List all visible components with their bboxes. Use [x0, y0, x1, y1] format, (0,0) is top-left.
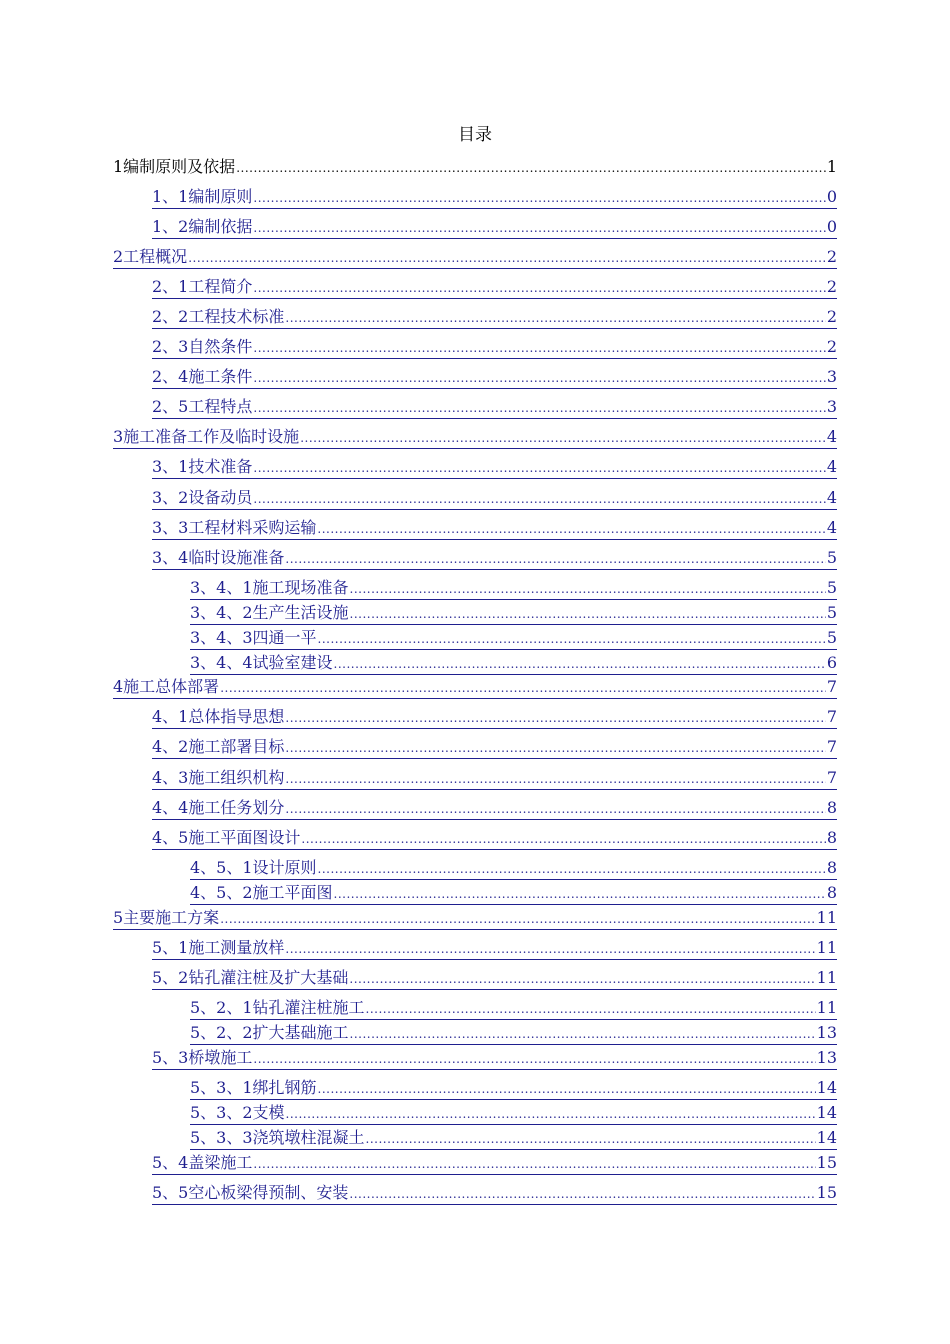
toc-entry[interactable]	[190, 578, 837, 600]
toc-dot-leader	[253, 461, 825, 478]
toc-dot-leader	[318, 632, 826, 649]
toc-dot-leader	[285, 802, 825, 819]
toc-dot-leader	[334, 887, 826, 904]
toc-entry[interactable]	[190, 628, 837, 650]
toc-page-number: 0	[826, 217, 837, 236]
toc-entry[interactable]	[152, 307, 837, 329]
toc-dot-leader	[253, 281, 825, 298]
toc-entry[interactable]	[190, 1128, 837, 1150]
toc-entry[interactable]	[152, 768, 837, 790]
toc-dot-leader	[334, 657, 826, 674]
toc-page-number: 8	[826, 828, 837, 847]
toc-entry[interactable]	[152, 488, 837, 510]
toc-page-number: 11	[816, 968, 837, 987]
toc-entry[interactable]	[113, 908, 837, 930]
toc-entry-text: 5、4盖梁施工	[152, 1153, 253, 1172]
toc-entry[interactable]	[113, 247, 837, 269]
toc-entry-text: 2、2工程技术标准	[152, 307, 285, 326]
toc-entry-text: 2、4施工条件	[152, 367, 253, 386]
toc-entry-text: 2、5工程特点	[152, 397, 253, 416]
toc-dot-leader	[301, 832, 825, 849]
toc-entry-text: 4、2施工部署目标	[152, 737, 285, 756]
toc-entry-text: 5、3桥墩施工	[152, 1048, 253, 1067]
toc-dot-leader	[220, 681, 826, 698]
toc-entry[interactable]	[190, 883, 837, 905]
toc-dot-leader	[253, 191, 825, 208]
toc-page-number: 5	[826, 548, 837, 567]
toc-entry-text: 3、4、4试验室建设	[190, 653, 333, 672]
toc-dot-leader	[317, 522, 825, 539]
toc-entry-text: 3施工准备工作及临时设施	[113, 427, 300, 446]
toc-entry[interactable]	[152, 217, 837, 239]
toc-entry[interactable]	[152, 518, 837, 540]
toc-entry[interactable]	[152, 397, 837, 419]
toc-dot-leader	[285, 741, 825, 758]
toc-dot-leader	[236, 161, 826, 178]
toc-dot-leader	[285, 942, 815, 959]
toc-entry[interactable]	[190, 653, 837, 675]
toc-entry[interactable]	[152, 337, 837, 359]
toc-entry-text: 5、5空心板梁得预制、安装	[152, 1183, 349, 1202]
toc-entry-text: 3、1技术准备	[152, 457, 253, 476]
toc-entry-text: 3、3工程材料采购运输	[152, 518, 317, 537]
toc-dot-leader	[350, 1027, 816, 1044]
toc-entry-text: 1编制原则及依据	[113, 157, 236, 176]
toc-dot-leader	[253, 341, 825, 358]
toc-page-number: 2	[826, 307, 837, 326]
toc-page-number: 14	[816, 1128, 837, 1147]
toc-page-number: 11	[816, 938, 837, 957]
toc-entry[interactable]	[152, 798, 837, 820]
toc-entry-text: 4施工总体部署	[113, 677, 220, 696]
toc-page-number: 7	[826, 707, 837, 726]
toc-page-number: 1	[826, 157, 837, 176]
toc-entry-text: 2工程概况	[113, 247, 188, 266]
toc-entry[interactable]	[152, 828, 837, 850]
toc-dot-leader	[285, 772, 825, 789]
toc-entry[interactable]	[113, 677, 837, 699]
toc-page-number: 3	[826, 367, 837, 386]
toc-dot-leader	[220, 912, 815, 929]
toc-page-number: 13	[816, 1023, 837, 1042]
toc-entry-text: 5、3、3浇筑墩柱混凝土	[190, 1128, 365, 1147]
toc-page-number: 5	[826, 603, 837, 622]
toc-entry[interactable]	[152, 277, 837, 299]
toc-entry-text: 1、1编制原则	[152, 187, 253, 206]
toc-dot-leader	[286, 1107, 816, 1124]
toc-entry-text: 3、4、1施工现场准备	[190, 578, 349, 597]
toc-entry[interactable]	[152, 1153, 837, 1175]
toc-page-number: 15	[816, 1153, 837, 1172]
toc-dot-leader	[350, 607, 826, 624]
toc-entry-text: 5、3、2支模	[190, 1103, 285, 1122]
toc-page-number: 2	[826, 277, 837, 296]
toc-entry[interactable]	[152, 707, 837, 729]
toc-dot-leader	[349, 972, 815, 989]
toc-entry[interactable]	[190, 603, 837, 625]
toc-entry-text: 3、2设备动员	[152, 488, 253, 507]
toc-entry-text: 5、2、1钻孔灌注桩施工	[190, 998, 365, 1017]
toc-entry-text: 4、5、1设计原则	[190, 858, 317, 877]
toc-entry-text: 2、1工程简介	[152, 277, 253, 296]
toc-page-number: 15	[816, 1183, 837, 1202]
toc-page-number: 14	[816, 1103, 837, 1122]
toc-entry-text: 1、2编制依据	[152, 217, 253, 236]
toc-dot-leader	[318, 1082, 816, 1099]
toc-page-number: 2	[826, 337, 837, 356]
toc-dot-leader	[350, 582, 826, 599]
toc-dot-leader	[188, 251, 826, 268]
toc-entry-text: 4、3施工组织机构	[152, 768, 285, 787]
toc-page-number: 4	[826, 518, 837, 537]
toc-entry-text: 4、1总体指导思想	[152, 707, 285, 726]
toc-entry[interactable]	[190, 1103, 837, 1125]
toc-page-number: 4	[826, 457, 837, 476]
toc-page-number: 7	[826, 677, 837, 696]
toc-dot-leader	[366, 1002, 816, 1019]
toc-page-number: 3	[826, 397, 837, 416]
toc-page-number: 14	[816, 1078, 837, 1097]
toc-dot-leader	[300, 431, 826, 448]
toc-entry[interactable]	[152, 367, 837, 389]
toc-entry-text: 5、2钻孔灌注桩及扩大基础	[152, 968, 349, 987]
toc-title: 目录	[458, 125, 492, 145]
toc-dot-leader	[253, 401, 825, 418]
toc-page-number: 5	[826, 628, 837, 647]
toc-entry[interactable]	[190, 1023, 837, 1045]
toc-dot-leader	[366, 1132, 816, 1149]
toc-dot-leader	[253, 1052, 815, 1069]
toc-entry[interactable]	[190, 858, 837, 880]
toc-page-number: 7	[826, 768, 837, 787]
toc-entry[interactable]	[190, 1078, 837, 1100]
toc-entry-text: 4、4施工任务划分	[152, 798, 285, 817]
toc-entry[interactable]	[152, 968, 837, 990]
toc-dot-leader	[253, 492, 825, 509]
toc-entry-text: 3、4、3四通一平	[190, 628, 317, 647]
toc-page-number: 2	[826, 247, 837, 266]
toc-entry-text: 3、4临时设施准备	[152, 548, 285, 567]
toc-entry-text: 5主要施工方案	[113, 908, 220, 927]
toc-dot-leader	[285, 711, 825, 728]
toc-page-number: 11	[816, 908, 837, 927]
toc-entry-text: 5、3、1绑扎钢筋	[190, 1078, 317, 1097]
toc-entry-text: 5、2、2扩大基础施工	[190, 1023, 349, 1042]
toc-entry-text: 2、3自然条件	[152, 337, 253, 356]
toc-page-number: 8	[826, 858, 837, 877]
toc-page-number: 11	[816, 998, 837, 1017]
toc-dot-leader	[253, 371, 825, 388]
toc-page-number: 7	[826, 737, 837, 756]
toc-entry-text: 4、5、2施工平面图	[190, 883, 333, 902]
toc-entry[interactable]	[152, 187, 837, 209]
toc-entry[interactable]	[152, 1048, 837, 1070]
toc-dot-leader	[253, 221, 825, 238]
toc-entry	[113, 157, 837, 178]
toc-page-number: 6	[826, 653, 837, 672]
toc-dot-leader	[318, 862, 826, 879]
toc-page-number: 0	[826, 187, 837, 206]
toc-dot-leader	[349, 1187, 815, 1204]
toc-dot-leader	[285, 311, 825, 328]
toc-entry-text: 4、5施工平面图设计	[152, 828, 301, 847]
toc-entry[interactable]	[190, 998, 837, 1020]
toc-entry[interactable]	[152, 938, 837, 960]
toc-entry-text: 3、4、2生产生活设施	[190, 603, 349, 622]
toc-page-number: 4	[826, 427, 837, 446]
toc-dot-leader	[253, 1157, 815, 1174]
toc-page-number: 4	[826, 488, 837, 507]
toc-entry[interactable]	[152, 457, 837, 479]
toc-page-number: 13	[816, 1048, 837, 1067]
toc-dot-leader	[285, 552, 825, 569]
toc-page-number: 5	[826, 578, 837, 597]
toc-entry[interactable]	[152, 1183, 837, 1205]
toc-entry[interactable]	[152, 737, 837, 759]
toc-entry[interactable]	[113, 427, 837, 449]
toc-entry[interactable]	[152, 548, 837, 570]
toc-page-number: 8	[826, 883, 837, 902]
toc-entry-text: 5、1施工测量放样	[152, 938, 285, 957]
toc-page-number: 8	[826, 798, 837, 817]
